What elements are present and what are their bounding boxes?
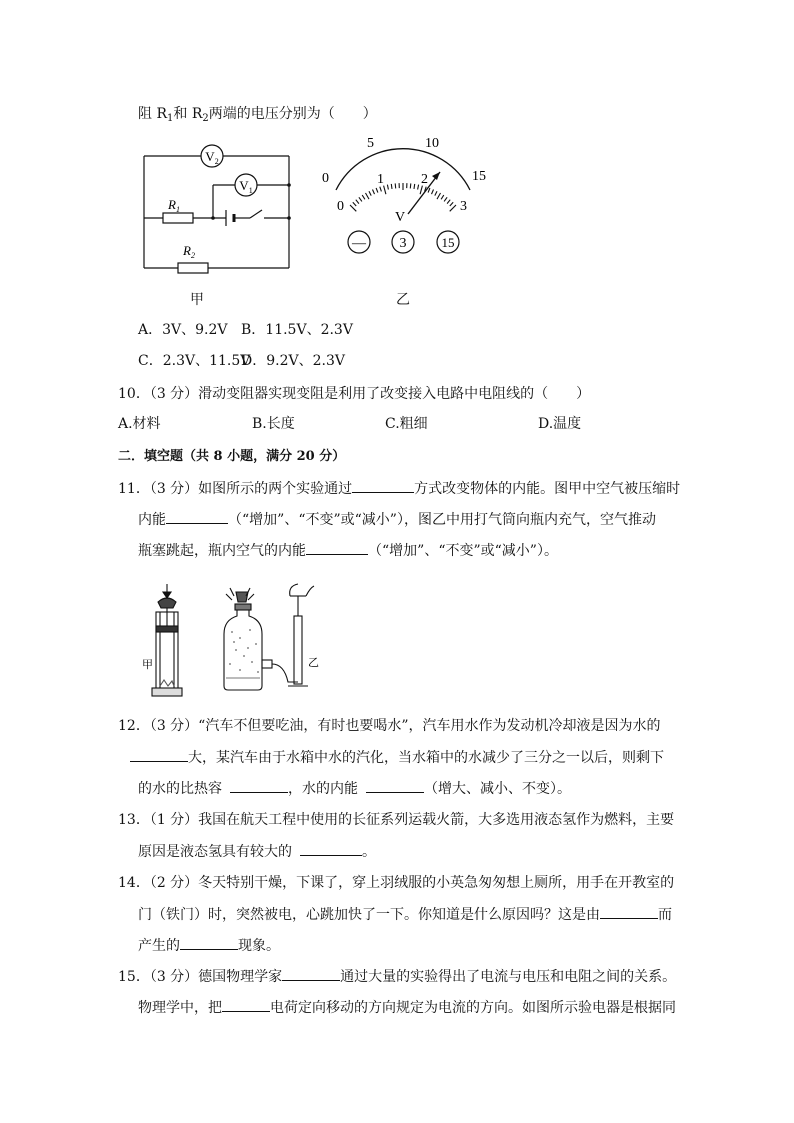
q11-line1: 11．（3 分）如图所示的两个实验通过 方式改变物体的内能。图甲中空气被压缩时 (118, 478, 680, 499)
dial-upper-tick-15: 15 (472, 169, 486, 184)
q14-line2: 门（铁门）时，突然被电，心跳加快了一下。你知道是什么原因吗？这是由 而 (138, 904, 672, 925)
q14-line3: 产生的 现象。 (138, 935, 280, 956)
dial-tick-mark (362, 195, 365, 199)
dial-tick-mark (353, 202, 356, 206)
dial-tick-mark (432, 190, 434, 195)
q15-blank-2[interactable] (222, 997, 270, 1012)
dial-tick-mark (391, 184, 392, 189)
q10-option-c[interactable]: C.粗细 (385, 416, 428, 432)
voltmeter-dial-yi (310, 130, 495, 260)
dial-tick-mark (350, 205, 356, 211)
dial-tick-mark (444, 197, 447, 201)
q10-option-b[interactable]: B.长度 (252, 416, 295, 432)
figure-caption-yi: 乙 (396, 292, 410, 308)
dial-tick-mark (387, 185, 388, 190)
dial-tick-mark (447, 200, 450, 204)
resistor-r1-label: $R_1$ (168, 197, 180, 214)
q11-line3: 瓶塞跳起，瓶内空气的内能 （“增加”、“不变”或“减小”）。 (138, 540, 558, 561)
figure-jia-label: 甲 (142, 659, 153, 671)
q11-experiment-figures (140, 582, 340, 702)
q9-option-a[interactable]: A．3V、9.2V (138, 322, 228, 338)
dial-tick-mark (410, 183, 411, 188)
q15-line1: 15．（3 分）德国物理学家 通过大量的实验得出了电流与电压和电阻之间的关系。 (118, 966, 676, 987)
dial-tick-mark (356, 200, 359, 204)
q11-blank-1[interactable] (352, 478, 414, 493)
svg-text:—: — (352, 236, 366, 251)
dial-upper-tick-5: 5 (367, 136, 374, 151)
q9-option-d[interactable]: D．9.2V、2.3V (241, 353, 345, 369)
q9-option-c[interactable]: C．2.3V、11.5V (138, 353, 251, 369)
resistor-r2-label: $R_2$ (183, 243, 195, 260)
dial-tick-mark (380, 187, 382, 192)
dial-tick-mark (418, 185, 419, 190)
dial-tick-mark (428, 188, 430, 193)
dial-tick-mark (435, 191, 437, 195)
q11-blank-2[interactable] (166, 509, 228, 524)
section-title: 二．填空题（共 8 小题，满分 20 分） (118, 449, 346, 464)
q15-line2: 物理学中，把 电荷定向移动的方向规定为电流的方向。如图所示验电器是根据同 (138, 997, 676, 1018)
dial-tick-mark (359, 197, 362, 201)
bottle-mist-icon (229, 629, 259, 673)
dial-upper-tick-0: 0 (322, 171, 329, 186)
q14-blank-1[interactable] (600, 904, 658, 919)
dial-tick-mark (369, 191, 371, 195)
dial-tick-mark (376, 188, 378, 193)
compression-cylinder-icon (152, 584, 182, 696)
dial-tick-mark (414, 184, 415, 189)
figure-yi-label: 乙 (308, 657, 319, 669)
q12-line3: 的水的比热容 ，水的内能 （增大、减小、不变）。 (138, 778, 571, 799)
q14-line1: 14．（2 分）冬天特别干燥，下课了，穿上羽绒服的小英急匆匆想上厕所，用手在开教室的 (118, 875, 675, 891)
dial-tick-mark (450, 205, 456, 211)
q9-stem: 阻 $R_1$和 $R_2$两端的电压分别为（ ） (138, 106, 377, 124)
voltmeter-v1-label: $V_1$ (239, 178, 253, 195)
dial-lower-tick-0: 0 (337, 199, 344, 214)
q12-blank-2[interactable] (230, 778, 288, 793)
dial-tick-mark (441, 195, 444, 199)
dial-tick-mark (450, 202, 453, 206)
dial-upper-tick-10: 10 (425, 136, 439, 151)
q12-blank-1[interactable] (130, 747, 188, 762)
q10-option-d[interactable]: D.温度 (538, 416, 582, 432)
dial-tick-mark (437, 193, 441, 199)
dial-tick-mark (395, 183, 396, 188)
dial-lower-tick-3: 3 (460, 199, 467, 214)
q14-blank-2[interactable] (180, 935, 238, 950)
q13-blank-1[interactable] (300, 841, 362, 856)
q9-option-b[interactable]: B．11.5V、2.3V (241, 322, 353, 338)
q10-stem: 10．（3 分）滑动变阻器实现变阻是利用了改变接入电路中电阻线的（ ） (118, 386, 591, 402)
q13-line2: 原因是液态氢具有较大的 。 (138, 841, 376, 862)
voltmeter-v2-label: $V_2$ (205, 149, 219, 166)
dial-unit-label: V (395, 210, 406, 225)
q13-line1: 13．（1 分）我国在航天工程中使用的长征系列运载火箭，大多选用液态氢作为燃料，主要 (118, 812, 675, 828)
q11-line2: 内能 （“增加”、“不变”或“减小”），图乙中用打气筒向瓶内充气，空气推动 (138, 509, 656, 530)
dial-lower-tick-1: 1 (377, 172, 384, 187)
q12-line1: 12．（3 分）“汽车不但要吃油，有时也要喝水”，汽车用水作为发动机冷却液是因为水的 (118, 718, 661, 734)
dial-tick-mark (373, 190, 375, 195)
q12-blank-3[interactable] (366, 778, 424, 793)
bottle-pump-icon (224, 584, 314, 690)
q15-blank-1[interactable] (282, 966, 340, 981)
q12-line2: 大，某汽车由于水箱中水的汽化，当水箱中的水减少了三分之一以后，则剩下 (130, 747, 664, 768)
dial-lower-tick-2: 2 (421, 172, 428, 187)
q11-blank-3[interactable] (306, 540, 368, 555)
svg-text:3: 3 (399, 236, 407, 251)
figure-caption-jia: 甲 (190, 292, 204, 308)
circuit-diagram-jia (138, 130, 298, 278)
dial-tick-mark (366, 193, 370, 199)
q10-option-a[interactable]: A.材料 (118, 416, 161, 432)
svg-text:15: 15 (441, 235, 455, 250)
